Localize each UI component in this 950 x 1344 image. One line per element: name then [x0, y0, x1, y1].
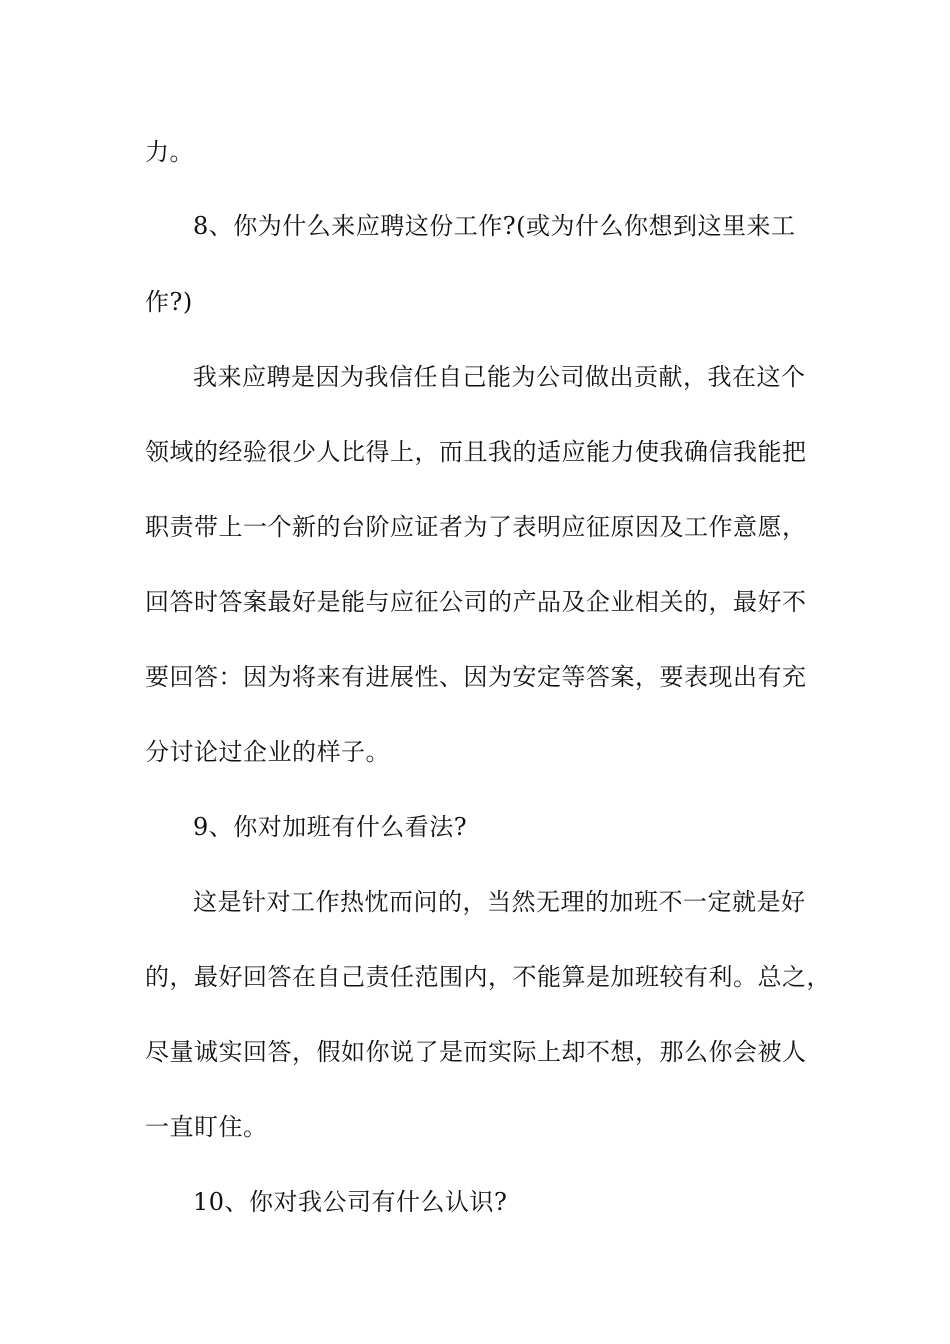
paragraph-continuation: 力。	[145, 138, 194, 166]
answer-9-line-3: 尽量诚实回答，假如你说了是而实际上却不想，那么你会被人	[145, 1038, 807, 1066]
question-9-heading: 9、你对加班有什么看法?	[193, 813, 468, 841]
answer-8-line-6: 分讨论过企业的样子。	[145, 738, 390, 766]
answer-8-line-2: 领域的经验很少人比得上，而且我的适应能力使我确信我能把	[145, 438, 807, 466]
answer-8-line-4: 回答时答案最好是能与应征公司的产品及企业相关的，最好不	[145, 588, 807, 616]
answer-8-line-5: 要回答：因为将来有进展性、因为安定等答案，要表现出有充	[145, 663, 807, 691]
answer-9-line-1: 这是针对工作热忱而问的，当然无理的加班不一定就是好	[193, 888, 806, 916]
answer-8-line-3: 职责带上一个新的台阶应证者为了表明应征原因及工作意愿，	[145, 513, 807, 541]
question-8-heading-continued: 作?)	[145, 288, 193, 316]
question-8-heading: 8、你为什么来应聘这份工作?(或为什么你想到这里来工	[193, 212, 796, 240]
answer-8-line-1: 我来应聘是因为我信任自己能为公司做出贡献，我在这个	[193, 363, 806, 391]
answer-9-line-4: 一直盯住。	[145, 1113, 268, 1141]
answer-9-line-2: 的，最好回答在自己责任范围内，不能算是加班较有利。总之，	[145, 963, 831, 991]
question-10-heading: 10、你对我公司有什么认识?	[193, 1188, 508, 1216]
